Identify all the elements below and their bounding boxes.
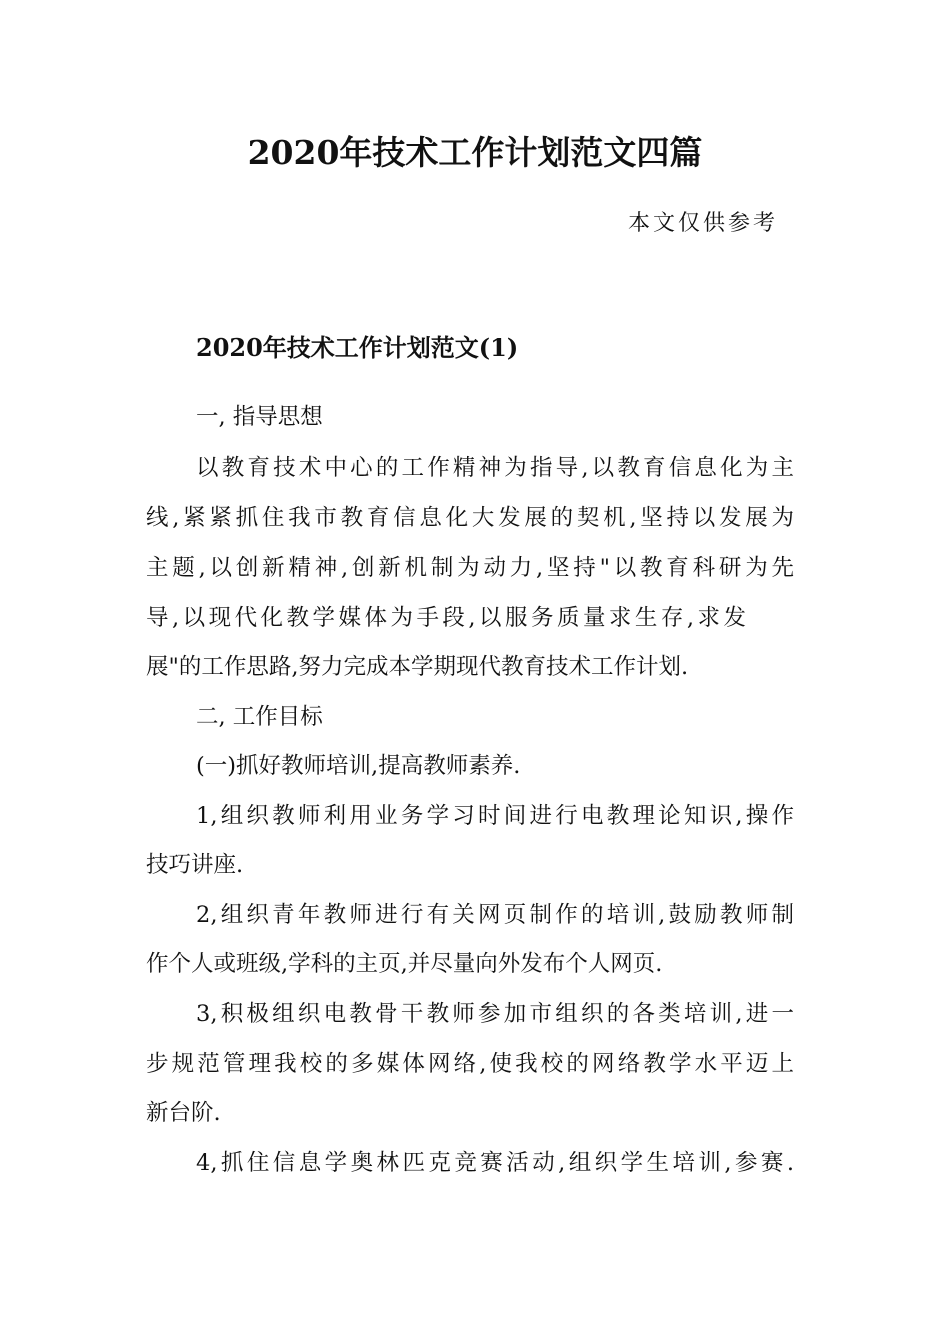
paragraph-line: 导,以现代化教学媒体为手段,以服务质量求生存,求发 <box>146 605 746 631</box>
heading-work-goals: 二, 工作目标 <box>196 704 323 730</box>
subheading-teacher-training: (一)抓好教师培训,提高教师素养. <box>196 753 521 779</box>
list-item-4: 4,抓住信息学奥林匹克竞赛活动,组织学生培训,参赛. <box>196 1150 794 1176</box>
paragraph-line: 以教育技术中心的工作精神为指导,以教育信息化为主 <box>196 455 794 481</box>
paragraph-line: 展"的工作思路,努力完成本学期现代教育技术工作计划. <box>146 654 689 680</box>
section-heading: 2020年技术工作计划范文(1) <box>196 333 519 362</box>
list-item-2: 2,组织青年教师进行有关网页制作的培训,鼓励教师制 <box>196 902 794 928</box>
heading-guiding-ideology: 一, 指导思想 <box>196 404 323 430</box>
paragraph-line: 主题,以创新精神,创新机制为动力,坚持"以教育科研为先 <box>146 555 794 581</box>
list-item-3-continued: 步规范管理我校的多媒体网络,使我校的网络教学水平迈上 <box>146 1051 794 1077</box>
document-title: 2020年技术工作计划范文四篇 <box>247 133 703 172</box>
list-item-2-continued: 作个人或班级,学科的主页,并尽量向外发布个人网页. <box>146 951 663 977</box>
list-item-3-end: 新台阶. <box>146 1100 221 1126</box>
paragraph-line: 线,紧紧抓住我市教育信息化大发展的契机,坚持以发展为 <box>146 505 794 531</box>
list-item-1-continued: 技巧讲座. <box>146 852 244 878</box>
reference-note: 本文仅供参考 <box>628 211 779 236</box>
list-item-1: 1,组织教师利用业务学习时间进行电教理论知识,操作 <box>196 803 794 829</box>
list-item-3: 3,积极组织电教骨干教师参加市组织的各类培训,进一 <box>196 1001 794 1027</box>
